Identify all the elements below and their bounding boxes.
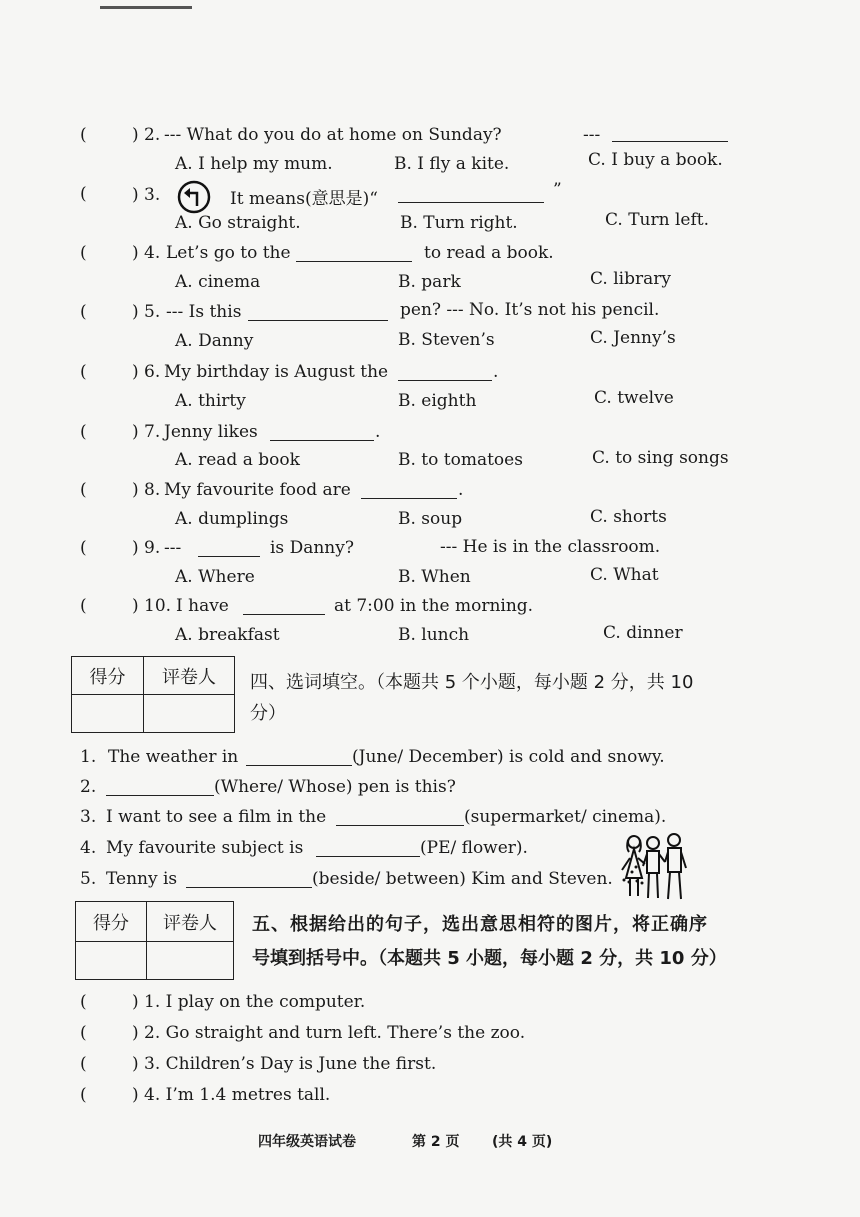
- option-a: A. read a book: [175, 450, 300, 470]
- answer-paren: (: [80, 243, 87, 263]
- question-number: ) 4.: [132, 243, 161, 263]
- top-rule: [100, 6, 192, 9]
- answer-paren: (: [80, 1054, 87, 1074]
- grader-label: 评卷人: [144, 657, 235, 695]
- question-number: ) 7.: [132, 422, 161, 442]
- option-b: B. to tomatoes: [398, 450, 523, 470]
- question-number: ) 9.: [132, 538, 161, 558]
- answer-blank[interactable]: [186, 871, 312, 888]
- option-a: A. Go straight.: [175, 213, 301, 233]
- question-stem: ---: [164, 538, 182, 558]
- option-a: A. dumplings: [175, 509, 289, 529]
- score-label: 得分: [72, 657, 144, 695]
- option-c: C. dinner: [603, 623, 683, 643]
- fill-item-options: (PE/ flower).: [420, 838, 528, 858]
- score-label: 得分: [76, 902, 147, 942]
- grader-cell[interactable]: [144, 695, 235, 733]
- grader-cell[interactable]: [147, 942, 234, 980]
- answer-blank[interactable]: [270, 424, 374, 441]
- answer-blank[interactable]: [336, 809, 464, 826]
- matching-item: ) 2. Go straight and turn left. There’s the zoo.: [132, 1023, 526, 1043]
- question-text: at 7:00 in the morning.: [334, 596, 534, 616]
- option-c: C. Turn left.: [605, 210, 710, 230]
- question-text: .: [493, 362, 499, 382]
- option-a: A. Danny: [175, 331, 254, 351]
- question-number: ) 2.: [132, 125, 161, 145]
- question-text: ”: [553, 180, 562, 200]
- question-text: is Danny?: [270, 538, 354, 558]
- option-a: A. breakfast: [175, 625, 280, 645]
- score-cell[interactable]: [76, 942, 147, 980]
- answer-paren: (: [80, 992, 87, 1012]
- answer-blank[interactable]: [398, 186, 544, 203]
- section4-title-cont: 分）: [250, 703, 286, 724]
- grader-label: 评卷人: [147, 902, 234, 942]
- matching-item: ) 4. I’m 1.4 metres tall.: [132, 1085, 331, 1105]
- answer-paren: (: [80, 1023, 87, 1043]
- fill-item-options: (June/ December) is cold and snowy.: [352, 747, 665, 767]
- question-text: .: [458, 480, 464, 500]
- question-text: --- He is in the classroom.: [440, 537, 661, 557]
- option-c: C. Jenny’s: [590, 328, 676, 348]
- matching-item: ) 1. I play on the computer.: [132, 992, 366, 1012]
- option-c: C. What: [590, 565, 659, 585]
- option-a: A. I help my mum.: [175, 154, 333, 174]
- option-b: B. Steven’s: [398, 330, 495, 350]
- answer-blank[interactable]: [243, 598, 325, 615]
- question-number: ) 10.: [132, 596, 172, 616]
- section5-title-cont: 号填到括号中。（本题共 5 小题，每小题 2 分，共 10 分）: [252, 948, 727, 969]
- answer-paren: (: [80, 596, 87, 616]
- question-text: ---: [583, 125, 601, 145]
- question-text: .: [375, 422, 381, 442]
- matching-item: ) 3. Children’s Day is June the first.: [132, 1054, 437, 1074]
- question-stem: I have: [176, 596, 229, 616]
- option-c: C. library: [590, 269, 671, 289]
- option-c: C. shorts: [590, 507, 667, 527]
- question-stem: Let’s go to the: [166, 243, 291, 263]
- question-stem: Jenny likes: [164, 422, 258, 442]
- score-cell[interactable]: [72, 695, 144, 733]
- fill-item-number: 1.: [80, 747, 97, 767]
- answer-blank[interactable]: [246, 749, 352, 766]
- score-table: [75, 901, 234, 980]
- footer-total-pages: (共 4 页): [492, 1134, 553, 1150]
- option-c: C. twelve: [594, 388, 674, 408]
- answer-blank[interactable]: [296, 245, 412, 262]
- question-stem: --- What do you do at home on Sunday?: [164, 125, 502, 145]
- fill-item-number: 4.: [80, 838, 97, 858]
- fill-item-text: The weather in: [108, 747, 239, 767]
- fill-item-text: Tenny is: [106, 869, 178, 889]
- answer-blank[interactable]: [398, 364, 492, 381]
- answer-paren: (: [80, 362, 87, 382]
- option-c: C. I buy a book.: [588, 150, 723, 170]
- fill-item-options: (supermarket/ cinema).: [464, 807, 667, 827]
- answer-blank[interactable]: [612, 125, 728, 142]
- fill-item-number: 5.: [80, 869, 97, 889]
- answer-paren: (: [80, 480, 87, 500]
- option-b: B. I fly a kite.: [394, 154, 510, 174]
- question-stem: --- Is this: [166, 302, 242, 322]
- question-number: ) 6.: [132, 362, 161, 382]
- option-b: B. eighth: [398, 391, 477, 411]
- answer-paren: (: [80, 184, 87, 204]
- answer-paren: (: [80, 538, 87, 558]
- option-b: B. park: [398, 272, 461, 292]
- fill-item-options: (Where/ Whose) pen is this?: [214, 777, 456, 797]
- option-a: A. thirty: [175, 391, 246, 411]
- fill-item-text: My favourite subject is: [106, 838, 304, 858]
- answer-paren: (: [80, 302, 87, 322]
- answer-blank[interactable]: [248, 304, 388, 321]
- question-stem: My favourite food are: [164, 480, 351, 500]
- option-a: A. Where: [175, 567, 255, 587]
- turn-left-sign-icon: [176, 179, 212, 215]
- section4-title: 四、选词填空。（本题共 5 个小题，每小题 2 分，共 10: [250, 672, 694, 693]
- footer-page-number: 第 2 页: [412, 1134, 460, 1150]
- fill-item-number: 2.: [80, 777, 97, 797]
- option-c: C. to sing songs: [592, 448, 729, 468]
- answer-paren: (: [80, 422, 87, 442]
- answer-paren: (: [80, 1085, 87, 1105]
- option-b: B. When: [398, 567, 471, 587]
- answer-blank[interactable]: [106, 779, 214, 796]
- three-children-drawing: [618, 832, 692, 904]
- question-number: ) 3.: [132, 185, 161, 205]
- fill-item-options: (beside/ between) Kim and Steven.: [312, 869, 613, 889]
- question-text: to read a book.: [424, 243, 554, 263]
- section5-title: 五、根据给出的句子，选出意思相符的图片，将正确序: [252, 914, 708, 935]
- score-table: [71, 656, 235, 733]
- question-number: ) 8.: [132, 480, 161, 500]
- option-b: B. Turn right.: [400, 213, 518, 233]
- question-number: ) 5.: [132, 302, 161, 322]
- answer-blank[interactable]: [316, 840, 420, 857]
- fill-item-number: 3.: [80, 807, 97, 827]
- question-text: pen? --- No. It’s not his pencil.: [400, 300, 660, 320]
- option-b: B. lunch: [398, 625, 470, 645]
- option-b: B. soup: [398, 509, 463, 529]
- answer-blank[interactable]: [198, 540, 260, 557]
- option-a: A. cinema: [175, 272, 261, 292]
- question-stem: My birthday is August the: [164, 362, 389, 382]
- answer-paren: (: [80, 125, 87, 145]
- answer-blank[interactable]: [361, 482, 457, 499]
- footer-exam-title: 四年级英语试卷: [258, 1134, 356, 1150]
- fill-item-text: I want to see a film in the: [106, 807, 327, 827]
- question-stem: It means(意思是)“: [230, 189, 378, 209]
